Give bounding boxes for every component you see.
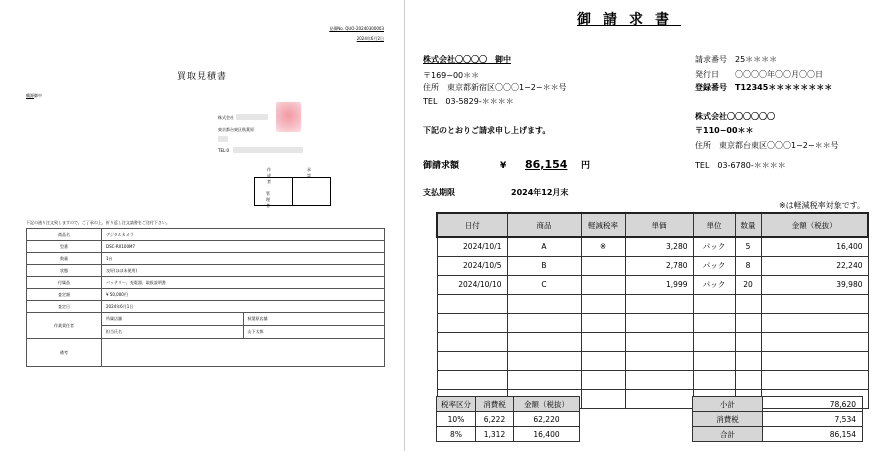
item-qty: 5 [735, 237, 761, 256]
invoice-amount: 86,154 [525, 158, 568, 171]
store-label: 所属店舗 [102, 313, 244, 326]
empty-row [437, 313, 868, 332]
item-date: 2024/10/1 [437, 237, 507, 256]
row-value: バッテリー、充電器、取扱説明書 [102, 277, 385, 289]
invoice-client-tel: TEL 03-5829-＊＊＊＊ [423, 97, 514, 106]
item-unit: パック [693, 275, 735, 294]
quote-document [0, 0, 404, 451]
item-reduced [581, 256, 625, 275]
name-value: 山下太郎 [243, 326, 385, 339]
col-reduced: 軽減税率 [581, 213, 625, 237]
item-product: A [507, 237, 581, 256]
due-date-label: 支払期限 [423, 188, 455, 197]
table-row [27, 289, 385, 301]
table-row [27, 265, 385, 277]
item-unit: パック [693, 237, 735, 256]
issuer-zip: 〒110−00＊＊ [695, 126, 754, 135]
item-qty: 8 [735, 256, 761, 275]
item-price: 2,780 [625, 256, 693, 275]
grand-total-label: 合計 [693, 427, 763, 442]
quote-address: 東京都台東区秋葉原 [218, 127, 254, 132]
row-label: 付属品 [27, 277, 102, 289]
invoice-message: 下記のとおりご請求申し上げます。 [423, 126, 551, 135]
row-label: 数量 [27, 253, 102, 265]
row-value: 2024年6月1日 [102, 301, 385, 313]
tax-amount: 62,220 [514, 412, 580, 427]
table-header-row [437, 213, 868, 237]
row-label: 型番 [27, 241, 102, 253]
manager-label: 管理者 [266, 191, 270, 208]
grand-total-value: 86,154 [763, 427, 863, 442]
invoice-client: 株式会社〇〇〇〇 御中 [423, 55, 511, 64]
item-reduced: ※ [581, 237, 625, 256]
tax-rate: 8% [437, 427, 476, 442]
table-header-row [437, 397, 580, 412]
totals-table [692, 396, 863, 442]
item-amount: 39,980 [761, 275, 868, 294]
table-row [27, 339, 385, 367]
tax-value: 1,312 [476, 427, 514, 442]
author-label: 作成者 [267, 167, 271, 184]
table-row [437, 275, 868, 294]
subtotal-label: 小計 [693, 397, 763, 412]
row-label: 状態 [27, 265, 102, 277]
issuer-tel: TEL 03-6780-＊＊＊＊ [695, 161, 786, 170]
invoice-amount-label: 御請求額 [423, 161, 460, 171]
table-row [437, 237, 868, 256]
quote-recipient-name: 鶴源 [26, 93, 34, 98]
table-row [27, 277, 385, 289]
col-qty: 数量 [735, 213, 761, 237]
approval-cell [292, 177, 331, 206]
invoice-title: 御請求書 [577, 12, 681, 28]
redacted-address [218, 136, 228, 142]
tax-value: 6,222 [476, 412, 514, 427]
table-row [27, 241, 385, 253]
row-label: 商品名 [27, 229, 102, 241]
table-row [693, 427, 863, 442]
row-label: 査定日 [27, 301, 102, 313]
remarks-value [102, 339, 385, 367]
company-seal-stamp [276, 102, 301, 132]
item-date: 2024/10/10 [437, 275, 507, 294]
store-value: 秋葉原店舗 [243, 313, 385, 326]
reduced-tax-note: ※は軽減税率対象です。 [778, 201, 865, 210]
quote-company: 株式会社 [218, 115, 234, 120]
tax-rate: 10% [437, 412, 476, 427]
tax-breakdown-table [436, 396, 580, 442]
tax-amount: 16,400 [514, 427, 580, 442]
invoice-client-address: 住所 東京都新宿区〇〇〇1−2−＊＊号 [423, 83, 567, 92]
redacted-company [236, 114, 268, 120]
author-cell [254, 177, 293, 206]
item-price: 1,999 [625, 275, 693, 294]
col-tax-amount: 金額（税抜） [514, 397, 580, 412]
empty-row [437, 294, 868, 313]
redacted-tel [233, 147, 303, 153]
invoice-number: 請求番号 25＊＊＊＊ [695, 55, 778, 64]
issuer-address: 住所 東京都台東区〇〇〇1−2−＊＊号 [695, 141, 839, 150]
row-value: 良好(ほぼ未使用) [102, 265, 385, 277]
empty-row [437, 332, 868, 351]
invoice-registration-number: 登録番号 T12345＊＊＊＊＊＊＊＊ [695, 83, 833, 92]
table-row [27, 253, 385, 265]
invoice-amount-unit: 円 [581, 161, 591, 171]
col-unit: 単位 [693, 213, 735, 237]
col-tax: 消費税 [476, 397, 514, 412]
col-tax-rate: 税率区分 [437, 397, 476, 412]
item-product: C [507, 275, 581, 294]
item-product: B [507, 256, 581, 275]
table-row [437, 427, 580, 442]
item-qty: 20 [735, 275, 761, 294]
table-row [693, 397, 863, 412]
quote-doc-number: 見積No. QUO-20240300003 [329, 26, 384, 31]
quote-title: 買取見積書 [176, 72, 227, 82]
table-row [27, 301, 385, 313]
invoice-items-table [436, 212, 869, 409]
quote-date: 2024年6月2日 [356, 36, 384, 41]
subtotal-value: 78,620 [763, 397, 863, 412]
tax-total-value: 7,534 [763, 412, 863, 427]
col-price: 単価 [625, 213, 693, 237]
col-amount: 金額（税抜） [761, 213, 868, 237]
invoice-issue-date: 発行日 〇〇〇〇年〇〇月〇〇日 [695, 70, 823, 79]
row-value: 1台 [102, 253, 385, 265]
remarks-label: 備考 [27, 339, 102, 367]
approval-label: 承認 [307, 167, 311, 178]
table-row [27, 313, 385, 326]
empty-row [437, 351, 868, 370]
quote-recipient [26, 93, 42, 98]
col-product: 商品 [507, 213, 581, 237]
item-date: 2024/10/5 [437, 256, 507, 275]
row-value: DSC-RX100M7 [102, 241, 385, 253]
item-price: 3,280 [625, 237, 693, 256]
tax-total-label: 消費税 [693, 412, 763, 427]
row-label: 査定額 [27, 289, 102, 301]
col-date: 日付 [437, 213, 507, 237]
table-row [693, 412, 863, 427]
empty-row [437, 370, 868, 389]
due-date: 2024年12月末 [511, 188, 569, 197]
item-unit: パック [693, 256, 735, 275]
quote-note: 下記の通り注文致しますので、ご了承の上、折り返し注文請書をご送付下さい。 [26, 220, 170, 225]
quote-table [26, 228, 385, 367]
invoice-document [405, 0, 879, 451]
table-row [437, 412, 580, 427]
staff-label: 作業責任者 [27, 313, 102, 339]
quote-recipient-suffix: 御中 [34, 93, 42, 98]
yen-symbol: ¥ [500, 161, 507, 171]
invoice-client-zip: 〒169−00＊＊ [423, 71, 480, 80]
table-row [27, 229, 385, 241]
item-reduced [581, 275, 625, 294]
row-value: デジタルカメラ [102, 229, 385, 241]
table-row [437, 256, 868, 275]
quote-tel: TEL:0 [218, 148, 230, 153]
row-value: ¥ 50,000円 [102, 289, 385, 301]
item-amount: 16,400 [761, 237, 868, 256]
name-label: 担当氏名 [102, 326, 244, 339]
item-amount: 22,240 [761, 256, 868, 275]
issuer-company: 株式会社〇〇〇〇〇〇 [695, 112, 775, 121]
